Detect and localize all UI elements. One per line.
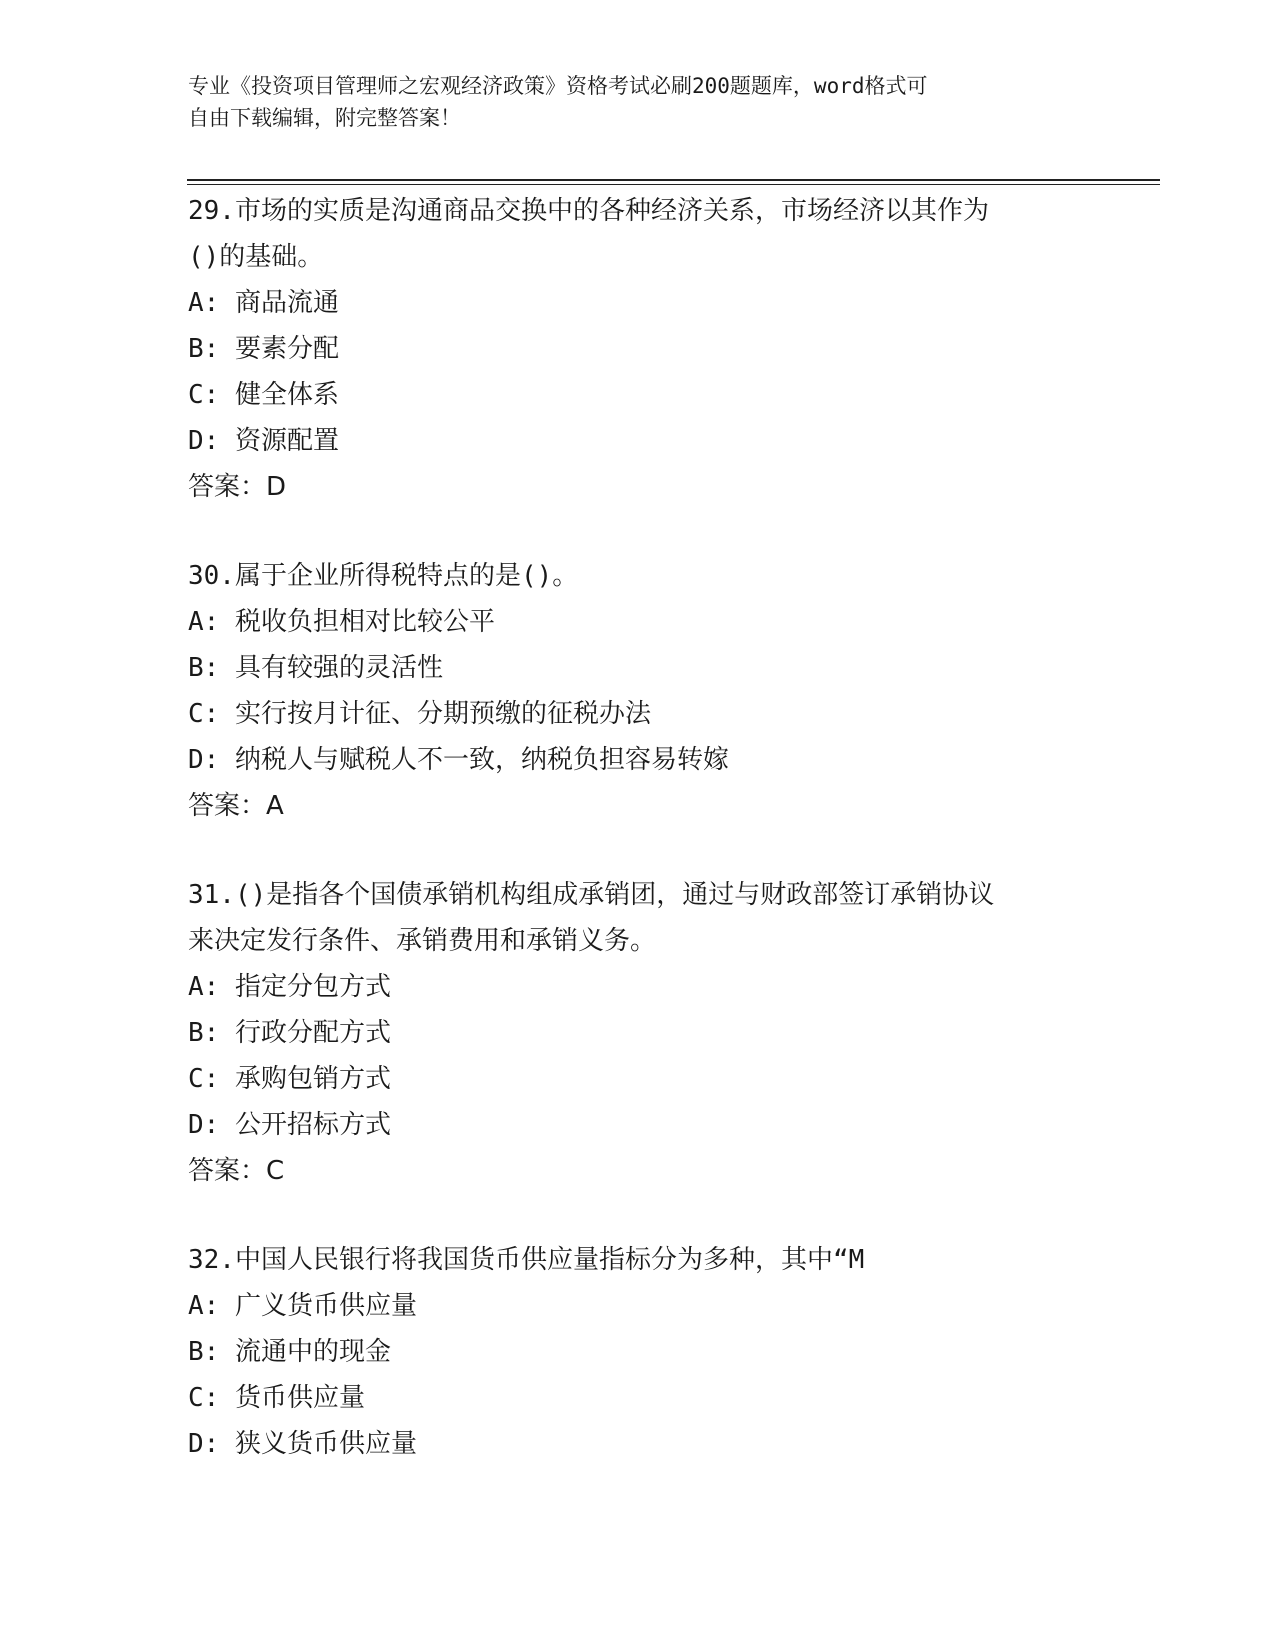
option-c: C: 健全体系	[188, 380, 339, 410]
header-line-2: 自由下载编辑，附完整答案！	[188, 106, 461, 130]
option-b: B: 具有较强的灵活性	[188, 653, 443, 683]
option-a: A: 税收负担相对比较公平	[188, 607, 495, 637]
option-b: B: 流通中的现金	[188, 1337, 391, 1367]
option-c: C: 承购包销方式	[188, 1064, 391, 1094]
option-b: B: 行政分配方式	[188, 1018, 391, 1048]
option-b: B: 要素分配	[188, 334, 339, 364]
answer-line: 答案：C	[188, 1156, 285, 1186]
header-line-1: 专业《投资项目管理师之宏观经济政策》资格考试必刷200题题库，word格式可	[188, 74, 928, 98]
document-header	[188, 70, 1088, 134]
question-stem-line: 30.属于企业所得税特点的是()。	[188, 561, 579, 591]
answer-line: 答案：D	[188, 472, 287, 502]
option-d: D: 公开招标方式	[188, 1110, 391, 1140]
question-31	[188, 872, 1088, 1194]
option-d: D: 资源配置	[188, 426, 339, 456]
question-30	[188, 553, 1088, 829]
header-divider-thin	[187, 184, 1160, 185]
option-d: D: 纳税人与赋税人不一致，纳税负担容易转嫁	[188, 745, 729, 775]
question-stem-line: 来决定发行条件、承销费用和承销义务。	[188, 926, 657, 956]
option-c: C: 货币供应量	[188, 1383, 365, 1413]
option-a: A: 指定分包方式	[188, 972, 391, 1002]
question-stem-line: 32.中国人民银行将我国货币供应量指标分为多种，其中“M	[188, 1245, 865, 1275]
option-a: A: 商品流通	[188, 288, 339, 318]
option-d: D: 狭义货币供应量	[188, 1429, 417, 1459]
option-a: A: 广义货币供应量	[188, 1291, 417, 1321]
answer-line: 答案：A	[188, 791, 284, 821]
header-divider-thick	[187, 179, 1160, 181]
question-stem-line: 29.市场的实质是沟通商品交换中的各种经济关系，市场经济以其作为	[188, 196, 989, 226]
option-c: C: 实行按月计征、分期预缴的征税办法	[188, 699, 651, 729]
question-32	[188, 1237, 1088, 1467]
question-stem-line: 31.()是指各个国债承销机构组成承销团，通过与财政部签订承销协议	[188, 880, 995, 910]
question-29	[188, 188, 1088, 510]
question-stem-line: ()的基础。	[188, 242, 324, 272]
